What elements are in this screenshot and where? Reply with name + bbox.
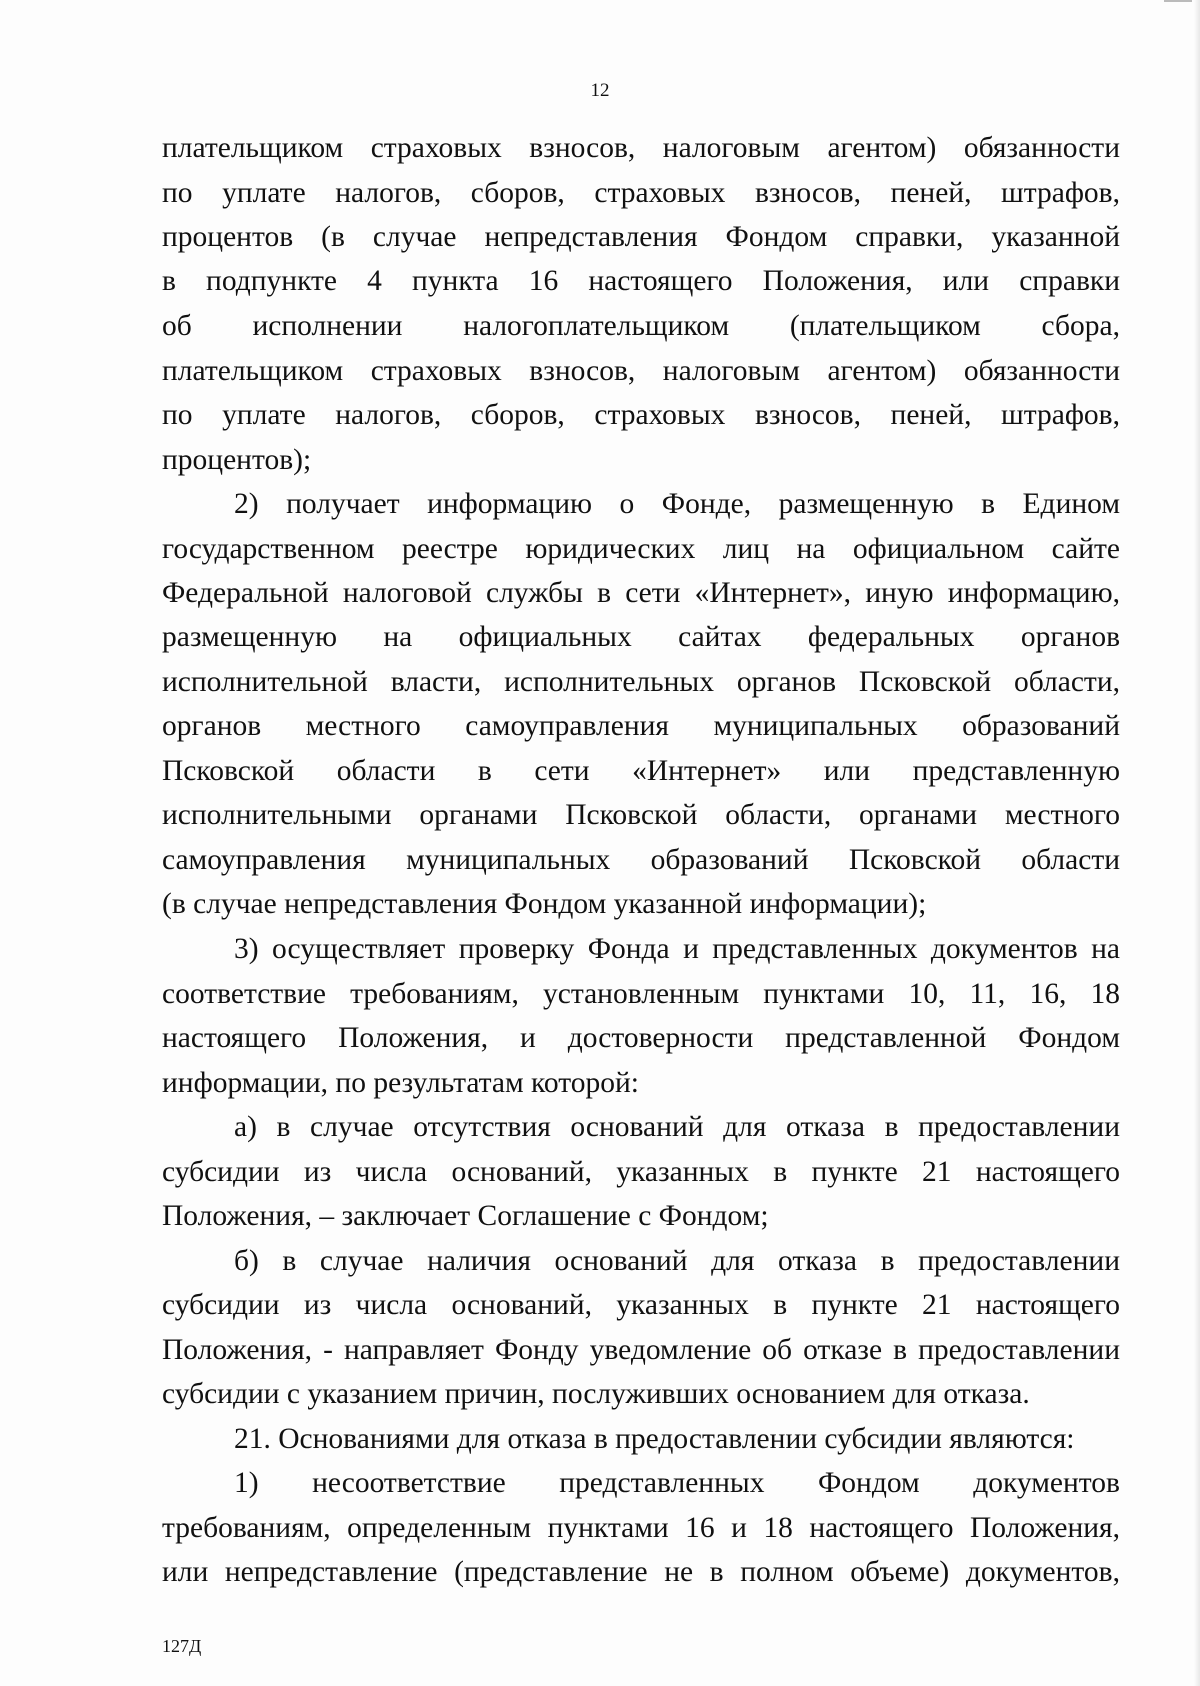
text-line: 2) получает информацию о Фонде, размещенную в Едином	[234, 488, 1120, 520]
text-line: процентов (в случае непредставления Фондом справки, указанной	[162, 221, 1120, 253]
text-line: 1) несоответствие представленных Фондом документов	[234, 1467, 1120, 1499]
text-line: исполнительной власти, исполнительных органов Псковской области,	[162, 666, 1120, 698]
text-line: субсидии из числа оснований, указанных в пункте 21 настоящего	[162, 1289, 1120, 1321]
text-line: государственном реестре юридических лиц на официальном сайте	[162, 533, 1120, 565]
text-line: б) в случае наличия оснований для отказа в предоставлении	[234, 1245, 1120, 1277]
scan-corner-mark	[1164, 0, 1192, 2]
document-code: 127Д	[162, 1636, 202, 1656]
text-line: соответствие требованиям, установленным пунктами 10, 11, 16, 18	[162, 978, 1120, 1010]
text-line: информации, по результатам которой:	[162, 1067, 639, 1099]
text-line: или непредставление (представление не в полном объеме) документов,	[162, 1556, 1120, 1588]
text-line: настоящего Положения, и достоверности представленной Фондом	[162, 1022, 1120, 1054]
text-line: об исполнении налогоплательщиком (плательщиком сбора,	[162, 310, 1120, 342]
text-line: субсидии с указанием причин, послуживших основанием для отказа.	[162, 1378, 1030, 1410]
text-line: а) в случае отсутствия оснований для отказа в предоставлении	[234, 1111, 1120, 1143]
text-line: Федеральной налоговой службы в сети «Интернет», иную информацию,	[162, 577, 1120, 609]
text-line: исполнительными органами Псковской области, органами местного	[162, 799, 1120, 831]
text-line: 3) осуществляет проверку Фонда и представленных документов на	[234, 933, 1120, 965]
text-line: по уплате налогов, сборов, страховых взносов, пеней, штрафов,	[162, 399, 1120, 431]
text-line: Положения, - направляет Фонду уведомление об отказе в предоставлении	[162, 1334, 1120, 1366]
text-line: плательщиком страховых взносов, налоговым агентом) обязанности	[162, 132, 1120, 164]
text-line: субсидии из числа оснований, указанных в пункте 21 настоящего	[162, 1156, 1120, 1188]
page-number: 12	[590, 80, 610, 101]
text-line: в подпункте 4 пункта 16 настоящего Положения, или справки	[162, 265, 1120, 297]
text-line: размещенную на официальных сайтах федеральных органов	[162, 621, 1120, 653]
text-line: по уплате налогов, сборов, страховых взносов, пеней, штрафов,	[162, 177, 1120, 209]
text-line: органов местного самоуправления муниципальных образований	[162, 710, 1120, 742]
text-line: требованиям, определенным пунктами 16 и 18 настоящего Положения,	[162, 1512, 1120, 1544]
text-line: (в случае непредставления Фондом указанной информации);	[162, 888, 927, 920]
text-line: Положения, – заключает Соглашение с Фондом;	[162, 1200, 769, 1232]
text-line: плательщиком страховых взносов, налоговым агентом) обязанности	[162, 355, 1120, 387]
text-line: Псковской области в сети «Интернет» или представленную	[162, 755, 1120, 787]
text-line: 21. Основаниями для отказа в предоставлении субсидии являются:	[234, 1423, 1075, 1455]
text-line: самоуправления муниципальных образований Псковской области	[162, 844, 1120, 876]
text-line: процентов);	[162, 444, 312, 476]
scan-edge-shadow	[1194, 0, 1200, 1686]
